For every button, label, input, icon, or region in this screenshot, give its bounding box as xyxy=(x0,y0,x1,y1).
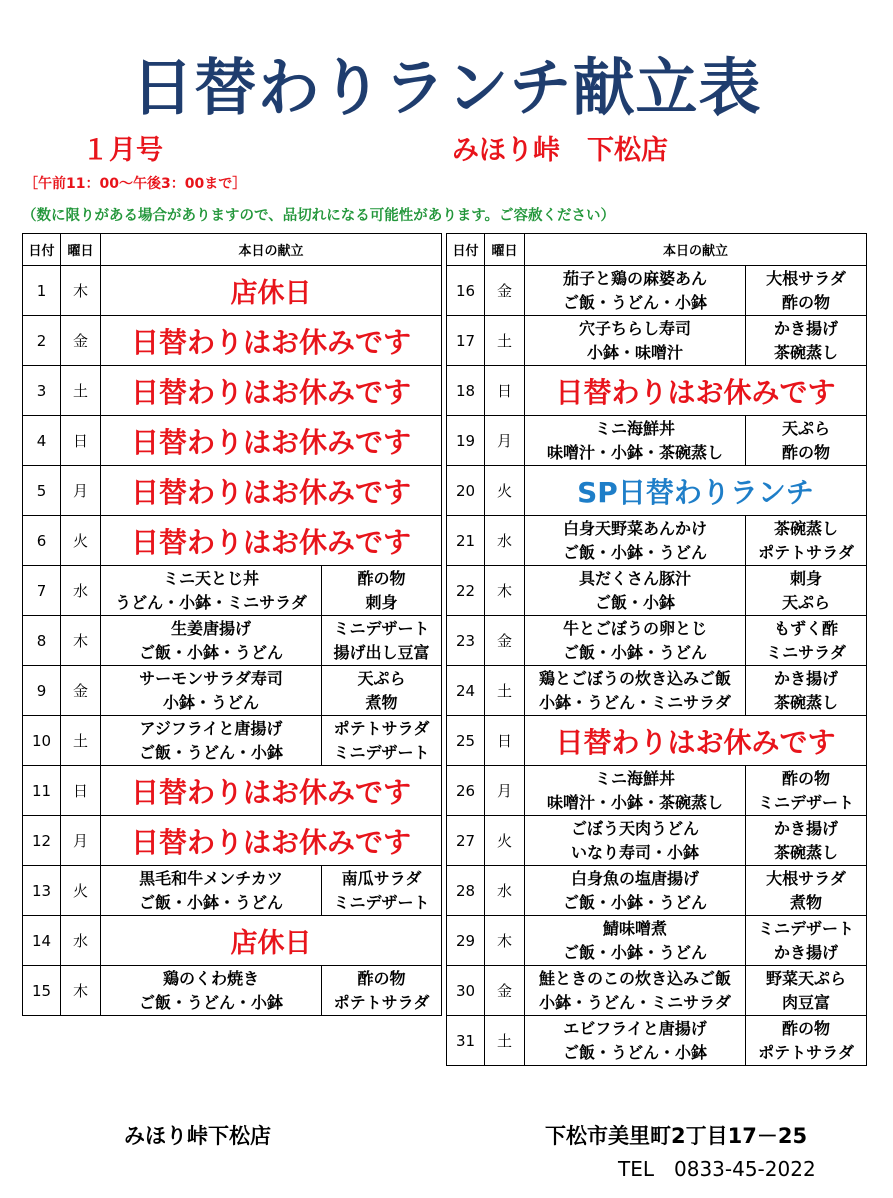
table-row xyxy=(447,266,867,316)
main-dish: 鮭ときのこの炊き込みご飯 xyxy=(538,968,731,988)
main-dish-sides: ご飯・小鉢・うどん xyxy=(562,542,707,562)
header-date: 日付 xyxy=(447,234,485,266)
main-dish-sides: ご飯・小鉢・うどん xyxy=(562,892,707,912)
day-number: 21 xyxy=(447,516,485,566)
main-dish: 鯖味噌煮 xyxy=(602,918,667,938)
main-dish: 具だくさん豚汁 xyxy=(578,568,691,588)
weekday: 水 xyxy=(485,866,525,916)
main-dish: ミニ天とじ丼 xyxy=(162,568,259,588)
main-dish: 生姜唐揚げ xyxy=(170,618,251,638)
weekday: 火 xyxy=(485,816,525,866)
side-dish: かき揚げ xyxy=(773,668,838,688)
weekday: 金 xyxy=(61,316,101,366)
table-row xyxy=(23,916,442,966)
side-dish-cell xyxy=(322,716,442,766)
table-row xyxy=(447,666,867,716)
closed-notice: 日替わりはお休みです xyxy=(101,316,442,366)
closed-notice: 日替わりはお休みです xyxy=(101,366,442,416)
main-dish-cell xyxy=(525,316,746,366)
main-dish: エビフライと唐揚げ xyxy=(563,1018,707,1038)
side-dish: ミニデザート xyxy=(757,918,854,938)
main-dish-cell xyxy=(525,866,746,916)
day-number: 28 xyxy=(447,866,485,916)
business-hours: ［午前11：00～午後3：00まで］ xyxy=(24,176,247,192)
main-dish: ミニ海鮮丼 xyxy=(594,418,675,438)
day-number: 29 xyxy=(447,916,485,966)
page-title: 日替わりランチ献立表 xyxy=(131,51,762,124)
weekday: 火 xyxy=(61,516,101,566)
side-dish-cell xyxy=(746,816,867,866)
closed-notice: 日替わりはお休みです xyxy=(525,366,867,416)
main-dish-cell xyxy=(525,816,746,866)
main-dish: 穴子ちらし寿司 xyxy=(578,318,691,338)
closed-notice: 日替わりはお休みです xyxy=(101,766,442,816)
weekday: 日 xyxy=(61,766,101,816)
header-menu: 本日の献立 xyxy=(525,234,867,266)
side-dish: 天ぷら xyxy=(781,592,830,612)
main-dish-cell xyxy=(101,616,322,666)
table-row xyxy=(23,616,442,666)
side-dish-cell xyxy=(746,916,867,966)
side-dish: ポテトサラダ xyxy=(758,1042,854,1062)
table-row xyxy=(23,816,442,866)
weekday: 土 xyxy=(61,366,101,416)
weekday: 月 xyxy=(485,766,525,816)
main-dish-cell xyxy=(101,566,322,616)
side-dish: 刺身 xyxy=(789,568,822,588)
weekday: 月 xyxy=(61,816,101,866)
side-dish: 酢の物 xyxy=(357,968,406,988)
table-row xyxy=(447,716,867,766)
side-dish-cell xyxy=(746,1016,867,1066)
side-dish: 大根サラダ xyxy=(766,868,846,888)
weekday: 土 xyxy=(485,316,525,366)
side-dish: 南瓜サラダ xyxy=(341,868,422,888)
main-dish-cell xyxy=(525,916,746,966)
closed-notice: 日替わりはお休みです xyxy=(101,416,442,466)
stock-notice: （数に限りがある場合がありますので、品切れになる可能性があります。ご容赦ください） xyxy=(22,208,616,224)
table-row xyxy=(447,966,867,1016)
main-dish: ミニ海鮮丼 xyxy=(594,768,675,788)
main-dish: ごぼう天肉うどん xyxy=(570,818,699,838)
side-dish-cell xyxy=(746,566,867,616)
side-dish: 天ぷら xyxy=(781,418,830,438)
side-dish: 酢の物 xyxy=(781,292,830,312)
weekday: 金 xyxy=(485,966,525,1016)
closed-notice: 日替わりはお休みです xyxy=(101,516,442,566)
main-dish-sides: ご飯・小鉢・うどん xyxy=(562,942,707,962)
table-row xyxy=(447,366,867,416)
weekday: 日 xyxy=(485,716,525,766)
side-dish-cell xyxy=(746,316,867,366)
side-dish: かき揚げ xyxy=(773,318,838,338)
table-row xyxy=(23,316,442,366)
main-dish-sides: ご飯・小鉢・うどん xyxy=(138,892,283,912)
side-dish-cell xyxy=(746,766,867,816)
day-number: 22 xyxy=(447,566,485,616)
main-dish-sides: 味噌汁・小鉢・茶碗蒸し xyxy=(546,792,723,812)
table-row xyxy=(447,1016,867,1066)
side-dish: ポテトサラダ xyxy=(333,992,430,1012)
day-number: 1 xyxy=(23,266,61,316)
main-dish-cell xyxy=(525,1016,746,1066)
closed-notice: 店休日 xyxy=(101,266,442,316)
side-dish: 酢の物 xyxy=(781,768,830,788)
table-row xyxy=(23,366,442,416)
footer-phone: TEL 0833-45-2022 xyxy=(618,1157,816,1181)
day-number: 5 xyxy=(23,466,61,516)
side-dish-cell xyxy=(746,616,867,666)
weekday: 土 xyxy=(485,666,525,716)
weekday: 火 xyxy=(61,866,101,916)
day-number: 30 xyxy=(447,966,485,1016)
table-row xyxy=(23,266,442,316)
weekday: 木 xyxy=(485,566,525,616)
closed-notice: 日替わりはお休みです xyxy=(525,716,867,766)
side-dish: 肉豆富 xyxy=(781,992,830,1012)
day-number: 8 xyxy=(23,616,61,666)
day-number: 25 xyxy=(447,716,485,766)
main-dish-sides: ご飯・うどん・小鉢 xyxy=(562,292,707,312)
main-dish-sides: 小鉢・うどん・ミニサラダ xyxy=(539,992,731,1012)
menu-table-left xyxy=(22,233,442,1016)
header-weekday: 曜日 xyxy=(485,234,525,266)
main-dish-sides: うどん・小鉢・ミニサラダ xyxy=(115,592,307,612)
day-number: 15 xyxy=(23,966,61,1016)
main-dish: 茄子と鶏の麻婆あん xyxy=(562,268,707,288)
table-row xyxy=(447,316,867,366)
weekday: 日 xyxy=(61,416,101,466)
side-dish: ミニデザート xyxy=(333,892,430,912)
closed-notice: 日替わりはお休みです xyxy=(101,466,442,516)
footer-address: 下松市美里町2丁目17－25 xyxy=(545,1124,808,1148)
main-dish: 黒毛和牛メンチカツ xyxy=(139,868,283,888)
side-dish: ミニデザート xyxy=(333,742,430,762)
table-row xyxy=(23,666,442,716)
side-dish-cell xyxy=(322,666,442,716)
side-dish: 酢の物 xyxy=(357,568,406,588)
day-number: 27 xyxy=(447,816,485,866)
table-row xyxy=(447,916,867,966)
weekday: 木 xyxy=(485,916,525,966)
side-dish: 刺身 xyxy=(365,592,398,612)
table-row xyxy=(23,466,442,516)
weekday: 木 xyxy=(61,616,101,666)
table-row xyxy=(447,866,867,916)
table-row xyxy=(447,616,867,666)
table-row xyxy=(23,516,442,566)
table-header-row xyxy=(447,234,867,266)
main-dish: 白身天野菜あんかけ xyxy=(562,518,707,538)
side-dish-cell xyxy=(746,516,867,566)
day-number: 24 xyxy=(447,666,485,716)
main-dish: アジフライと唐揚げ xyxy=(139,718,283,738)
day-number: 16 xyxy=(447,266,485,316)
table-row xyxy=(447,466,867,516)
side-dish: 大根サラダ xyxy=(766,268,846,288)
side-dish: 煮物 xyxy=(365,692,398,712)
main-dish-sides: ご飯・うどん・小鉢 xyxy=(138,992,283,1012)
day-number: 13 xyxy=(23,866,61,916)
main-dish: 鶏とごぼうの炊き込みご飯 xyxy=(538,668,731,688)
side-dish-cell xyxy=(322,566,442,616)
weekday: 火 xyxy=(485,466,525,516)
main-dish-cell xyxy=(525,266,746,316)
main-dish: サーモンサラダ寿司 xyxy=(139,668,283,688)
side-dish-cell xyxy=(746,416,867,466)
main-dish-cell xyxy=(525,766,746,816)
day-number: 4 xyxy=(23,416,61,466)
side-dish: 酢の物 xyxy=(781,1018,830,1038)
side-dish: 茶碗蒸し xyxy=(773,842,838,862)
main-dish: 牛とごぼうの卵とじ xyxy=(562,618,707,638)
closed-notice: 日替わりはお休みです xyxy=(101,816,442,866)
main-dish-sides: ご飯・うどん・小鉢 xyxy=(562,1042,707,1062)
side-dish: 茶碗蒸し xyxy=(773,692,838,712)
closed-notice: 店休日 xyxy=(101,916,442,966)
side-dish-cell xyxy=(746,966,867,1016)
weekday: 水 xyxy=(61,916,101,966)
side-dish-cell xyxy=(322,866,442,916)
table-row xyxy=(447,766,867,816)
main-dish-cell xyxy=(101,716,322,766)
main-dish-sides: ご飯・小鉢・うどん xyxy=(138,642,283,662)
day-number: 19 xyxy=(447,416,485,466)
table-row xyxy=(447,416,867,466)
weekday: 木 xyxy=(61,266,101,316)
table-header-row xyxy=(23,234,442,266)
table-row xyxy=(23,716,442,766)
month-label: １月号 xyxy=(82,135,163,166)
day-number: 7 xyxy=(23,566,61,616)
day-number: 10 xyxy=(23,716,61,766)
day-number: 12 xyxy=(23,816,61,866)
main-dish-cell xyxy=(525,566,746,616)
day-number: 26 xyxy=(447,766,485,816)
table-row xyxy=(447,566,867,616)
main-dish-sides: 小鉢・うどん xyxy=(162,692,259,712)
main-dish-cell xyxy=(101,666,322,716)
main-dish-cell xyxy=(525,966,746,1016)
day-number: 11 xyxy=(23,766,61,816)
side-dish: もずく酢 xyxy=(773,618,838,638)
side-dish: かき揚げ xyxy=(773,942,838,962)
main-dish-cell xyxy=(525,516,746,566)
header-weekday: 曜日 xyxy=(61,234,101,266)
table-row xyxy=(23,416,442,466)
day-number: 20 xyxy=(447,466,485,516)
table-row xyxy=(23,966,442,1016)
main-dish-cell xyxy=(101,866,322,916)
side-dish-cell xyxy=(746,266,867,316)
weekday: 木 xyxy=(61,966,101,1016)
side-dish-cell xyxy=(746,666,867,716)
side-dish: かき揚げ xyxy=(773,818,838,838)
main-dish-cell xyxy=(101,966,322,1016)
main-dish: 鶏のくわ焼き xyxy=(162,968,259,988)
side-dish: 煮物 xyxy=(789,892,822,912)
side-dish-cell xyxy=(322,616,442,666)
weekday: 土 xyxy=(61,716,101,766)
side-dish: 茶碗蒸し xyxy=(773,342,838,362)
table-row xyxy=(23,766,442,816)
weekday: 土 xyxy=(485,1016,525,1066)
table-row xyxy=(23,566,442,616)
weekday: 月 xyxy=(61,466,101,516)
main-dish: 白身魚の塩唐揚げ xyxy=(570,868,699,888)
day-number: 23 xyxy=(447,616,485,666)
special-lunch: SP日替わりランチ xyxy=(525,466,867,516)
side-dish: ミニサラダ xyxy=(766,642,846,662)
side-dish: ポテトサラダ xyxy=(333,718,430,738)
main-dish-sides: ご飯・小鉢・うどん xyxy=(562,642,707,662)
weekday: 金 xyxy=(485,266,525,316)
main-dish-sides: いなり寿司・小鉢 xyxy=(570,842,699,862)
side-dish-cell xyxy=(746,866,867,916)
weekday: 金 xyxy=(61,666,101,716)
main-dish-sides: 味噌汁・小鉢・茶碗蒸し xyxy=(546,442,723,462)
store-name-header: みほり峠 下松店 xyxy=(452,135,668,166)
weekday: 水 xyxy=(485,516,525,566)
main-dish-cell xyxy=(525,666,746,716)
side-dish: ミニデザート xyxy=(333,618,430,638)
day-number: 9 xyxy=(23,666,61,716)
side-dish: 茶碗蒸し xyxy=(773,518,838,538)
side-dish: ミニデザート xyxy=(757,792,854,812)
day-number: 6 xyxy=(23,516,61,566)
day-number: 17 xyxy=(447,316,485,366)
main-dish-sides: ご飯・小鉢 xyxy=(594,592,675,612)
side-dish: ポテトサラダ xyxy=(758,542,854,562)
main-dish-cell xyxy=(525,416,746,466)
side-dish: 野菜天ぷら xyxy=(765,968,846,988)
main-dish-cell xyxy=(525,616,746,666)
header-date: 日付 xyxy=(23,234,61,266)
weekday: 水 xyxy=(61,566,101,616)
day-number: 14 xyxy=(23,916,61,966)
menu-table-right xyxy=(446,233,867,1066)
side-dish: 天ぷら xyxy=(357,668,406,688)
day-number: 2 xyxy=(23,316,61,366)
table-row xyxy=(447,816,867,866)
side-dish: 酢の物 xyxy=(781,442,830,462)
day-number: 31 xyxy=(447,1016,485,1066)
side-dish: 揚げ出し豆富 xyxy=(333,642,430,662)
header-menu: 本日の献立 xyxy=(101,234,442,266)
day-number: 3 xyxy=(23,366,61,416)
footer-store-name: みほり峠下松店 xyxy=(124,1124,271,1148)
table-row xyxy=(447,516,867,566)
table-row xyxy=(23,866,442,916)
side-dish-cell xyxy=(322,966,442,1016)
weekday: 日 xyxy=(485,366,525,416)
main-dish-sides: 小鉢・味噌汁 xyxy=(586,342,683,362)
main-dish-sides: ご飯・うどん・小鉢 xyxy=(138,742,283,762)
weekday: 金 xyxy=(485,616,525,666)
day-number: 18 xyxy=(447,366,485,416)
weekday: 月 xyxy=(485,416,525,466)
main-dish-sides: 小鉢・うどん・ミニサラダ xyxy=(539,692,731,712)
